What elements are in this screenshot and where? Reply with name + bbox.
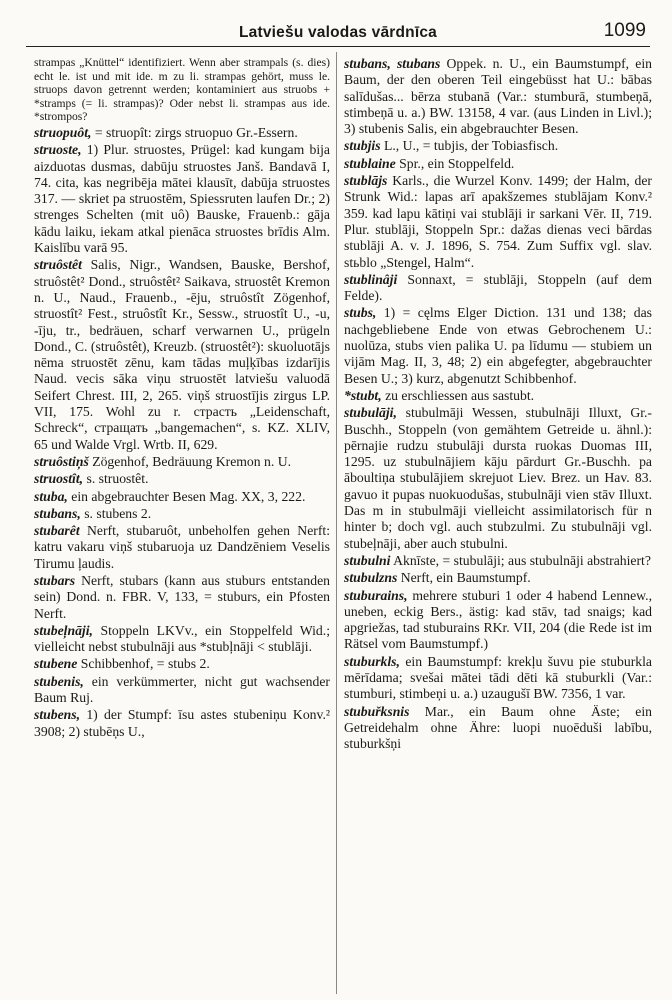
dictionary-entry (344, 272, 652, 305)
dictionary-entry (344, 305, 652, 386)
entry-headword: stubulzns (344, 570, 398, 586)
entry-headword: struôstiņš (34, 453, 89, 469)
page-title: Latviešu valodas vārdnīca (239, 24, 437, 41)
dictionary-entry (344, 654, 652, 703)
entry-headword: stubars (34, 572, 76, 588)
entry-text: ein verkümmerter, nicht gut wachsender Baum Ruj. (34, 673, 330, 706)
dictionary-entry (34, 125, 330, 141)
entry-headword: stublājs (344, 173, 388, 189)
dictionary-entry (34, 142, 330, 256)
entry-headword: stublaine (344, 155, 396, 171)
dictionary-entry (34, 523, 330, 572)
entry-headword: stubeļnāji, (34, 622, 93, 638)
entry-text: s. struostêt. (83, 471, 149, 487)
dictionary-entry (344, 138, 652, 154)
entry-text: = struopît: zirgs struopuo Gr.-Essern. (91, 124, 298, 140)
entry-text: zu erschliessen aus sastubt. (381, 387, 535, 403)
dictionary-entry (34, 506, 330, 522)
entry-text: L., U., = tubjis, der Tobiasfisch. (380, 138, 559, 154)
entry-headword: stubjis (344, 138, 381, 154)
dictionary-entry (344, 173, 652, 271)
dictionary-entry (344, 388, 652, 404)
entry-headword: struopuôt, (34, 124, 92, 140)
entry-text: 1) der Stumpf: īsu astes stubeniņu Konv.² 3908; 2) stubēņs U., (34, 707, 330, 739)
entry-text: mehrere stuburi 1 oder 4 habend Lennew., uneben, eckig Bers., ästig: kad stāv, tad snaigs; kad apgriežas, tad stuburains RKr. VII, 204 (die Rede ist im Rätsel vom Baumstumpf.) (344, 587, 652, 652)
entry-text: Salis, Nigr., Wandsen, Bauske, Bershof, struôstêt² Dond., struôstêt² Saikava, struostêt Kremon n. U., Naud., Frauenb., -ēju, struôstît Zögenhof, struostît² Fest., struôstît Kr., Sessw., struostît U., -u, -īju, tr., bedräuen, scharf verwarnen U., prügeln Dond., C. (struôstêt), Kreuzb. (struostêt²): skuoluotājs nēma struostēt zēnu, kam tādas muļķības izdarījis Naud. vecis sāka viņu struostēt latviešu valuodā Seifert Chrest. III, 2, 265. viņš struostījis zirgus LP. VII, 175. Wohl zu r. страсть „Leidenschaft, Schreck“, стращать „bangemachen“, s. KZ. XLIV, 65 und Walde Vrgl. Wrtb. II, 629. (34, 257, 330, 452)
dictionary-entry (344, 704, 652, 753)
dictionary-entry (34, 454, 330, 470)
dictionary-entry (344, 405, 652, 552)
entry-text: ein abgebrauchter Besen Mag. XX, 3, 222. (67, 488, 306, 504)
entry-headword: stubulni (344, 552, 391, 568)
entry-text: Spr., ein Stoppelfeld. (395, 155, 515, 171)
header-rule (26, 46, 650, 47)
entry-text: Zögenhof, Bedräuung Kremon n. U. (88, 453, 292, 469)
dictionary-entry (34, 257, 330, 453)
entry-headword: stubans, (34, 505, 81, 521)
entry-text: Nerft, stubars (kann aus stuburs entstanden sein) Dond. n. FBR. V, 133, = stuburs, ein Pfosten Nerft. (34, 572, 330, 621)
entry-text: Schibbenhof, = stubs 2. (77, 656, 210, 672)
dictionary-entry (344, 570, 652, 586)
entry-headword: struôstêt (34, 257, 82, 273)
entry-text: Aknīste, = stubulāji; aus stubulnāji abstrahiert? (390, 552, 651, 568)
page-number: 1099 (603, 20, 646, 41)
entry-text: stubulmāji Wessen, stubulnāji Illuxt, Gr.-Buschh., Stoppeln (von gemähtem Getreide u. ähnl.): pērnajie rudzu stubulāji dursta ruokas Duomas III, 1295. uz stubulnājiem kāju pārdurt Gr.-Buschh. pa āboultiņa stubulājiem skrejuot Liev. Brez. un Hav. 83. gavuo it pupas nuokuodušas, stubulnāji vien stāv Illuxt. Das m in stubulmāji vielleicht assimilatorisch für n hinter b; doch vgl. auch stubzulmi. Zu stubulnāji vgl. stubeļnāji, aber auch stubulni. (344, 405, 652, 551)
right-column (344, 56, 652, 996)
entry-headword: stubenis, (34, 673, 84, 689)
dictionary-entry (34, 656, 330, 672)
dictionary-entry (34, 471, 330, 487)
dictionary-entry (34, 573, 330, 622)
entry-headword: stubens, (34, 707, 81, 723)
entry-text: strampas „Knüttel“ identifiziert. Wenn aber strampals (s. dies) echt le. ist und mit ide. m zu li. strampas gehört, muss le. struops davon getrennt werden; kontaminiert aus struobs + *stramps (= li. strampas)? Oder nebst li. strampas aus ide. *strompos? (34, 56, 330, 124)
dictionary-entry (34, 489, 330, 505)
dictionary-entry (34, 56, 330, 124)
entry-text: Oppek. n. U., ein Baumstumpf, ein Baum, der den oberen Teil eingebüsst hat U.: bābas salīdušas... bērza stubanā (Var.: stumburā, stumbeņā, stimbeņā u. a.) BW. 13158, 4 var. (aus Linden in Livl.); 3) stubenis Salis, ein abgebrauchter Besen. (344, 56, 652, 137)
left-column (34, 56, 330, 996)
entry-headword: struostît, (34, 471, 84, 487)
dictionary-entry (344, 553, 652, 569)
entry-headword: struoste, (34, 142, 82, 158)
entry-text: Nerft, stubaruôt, unbeholfen gehen Nerft: katru vakaru viņš stubaruoja uz Dandzēniem Veselis Tirumu ļaudis. (34, 523, 330, 571)
dictionary-entry (34, 623, 330, 656)
entry-text: s. stubens 2. (80, 505, 152, 521)
entry-headword: stubene (34, 656, 78, 672)
dictionary-entry (344, 56, 652, 137)
entry-headword: stuburkls, (344, 653, 400, 669)
entry-headword: *stubt, (344, 387, 382, 403)
column-divider (336, 52, 337, 994)
entry-headword: stubans, stubans (344, 56, 441, 71)
entry-text: Stoppeln LKVv., ein Stoppelfeld Wid.; vielleicht nebst stubulnāji aus *stubļnāji < stublāji. (34, 622, 330, 655)
entry-text: 1) Plur. struostes, Prügel: kad kungam bija aizduotas dusmas, dabūju struostes Janš. Bandavā I, 74. cita, kas negribēja mātei klausīt, dabūja struostes 317. — skriet pa struostēm, Spiessruten laufen Dr.; 2) strenges Schelten (mit uô) Bauske, Frauenb.: gāja kādu laiku, iekam atkal pienāca struostes brīdis Alm. Kaislību varā 95. (34, 142, 330, 256)
entry-text: Mar., ein Baum ohne Äste; ein Getreidehalm ohne Ähre: luopi nuoēduši labību, stuburkšņi (344, 703, 652, 752)
dictionary-entry (34, 707, 330, 740)
entry-text: Karls., die Wurzel Konv. 1499; der Halm, der Strunk Wid.: lapas arī apakšzemes stublājam Konv.² 359. kad lapu kātiņi vai stublāji ir sarkani Vēr. II, 719. Plur. stublāji, Stoppeln Spr.: dažas dienas veci bārdas stublāji A. v. J. 1896, S. 754. Zum Suffix vgl. slav. stьblo „Stengel, Halm“. (344, 173, 652, 270)
entry-headword: stuburains, (344, 587, 408, 603)
entry-text: Sonnaxt, = stublāji, Stoppeln (auf dem Felde). (344, 271, 652, 304)
dictionary-entry (344, 588, 652, 653)
entry-text: 1) = cęlms Elger Diction. 131 und 138; das nachgebliebene Ende von etwas Gebrochenem U.: nuolūza, stubs vien palika U. pa līdumu — stubiem un vijām Mag. II, 3, 48; 2) ein abgefegter, abgebrauchter Besen U.; 3) kurz, abgenutzt Schibbenhof. (344, 305, 652, 386)
dictionary-entry (344, 156, 652, 172)
entry-headword: stubs, (344, 305, 377, 321)
page-header (26, 16, 650, 42)
entry-headword: stublinâji (344, 271, 398, 287)
entry-headword: stubuřksnis (344, 703, 410, 719)
dictionary-entry (34, 674, 330, 707)
entry-headword: stuba, (34, 488, 68, 504)
entry-text: Nerft, ein Baumstumpf. (397, 570, 531, 586)
entry-text: ein Baumstumpf: krekļu šuvu pie stuburkla mērīdama; svešai mātei tādi dēti kā stuburkli (Var.: stumburi, stimbeņi u. a.) uzaugušī BW. 7356, 1 var. (344, 653, 652, 702)
entry-headword: stubulāji, (344, 405, 397, 421)
entry-headword: stubarêt (34, 523, 80, 539)
